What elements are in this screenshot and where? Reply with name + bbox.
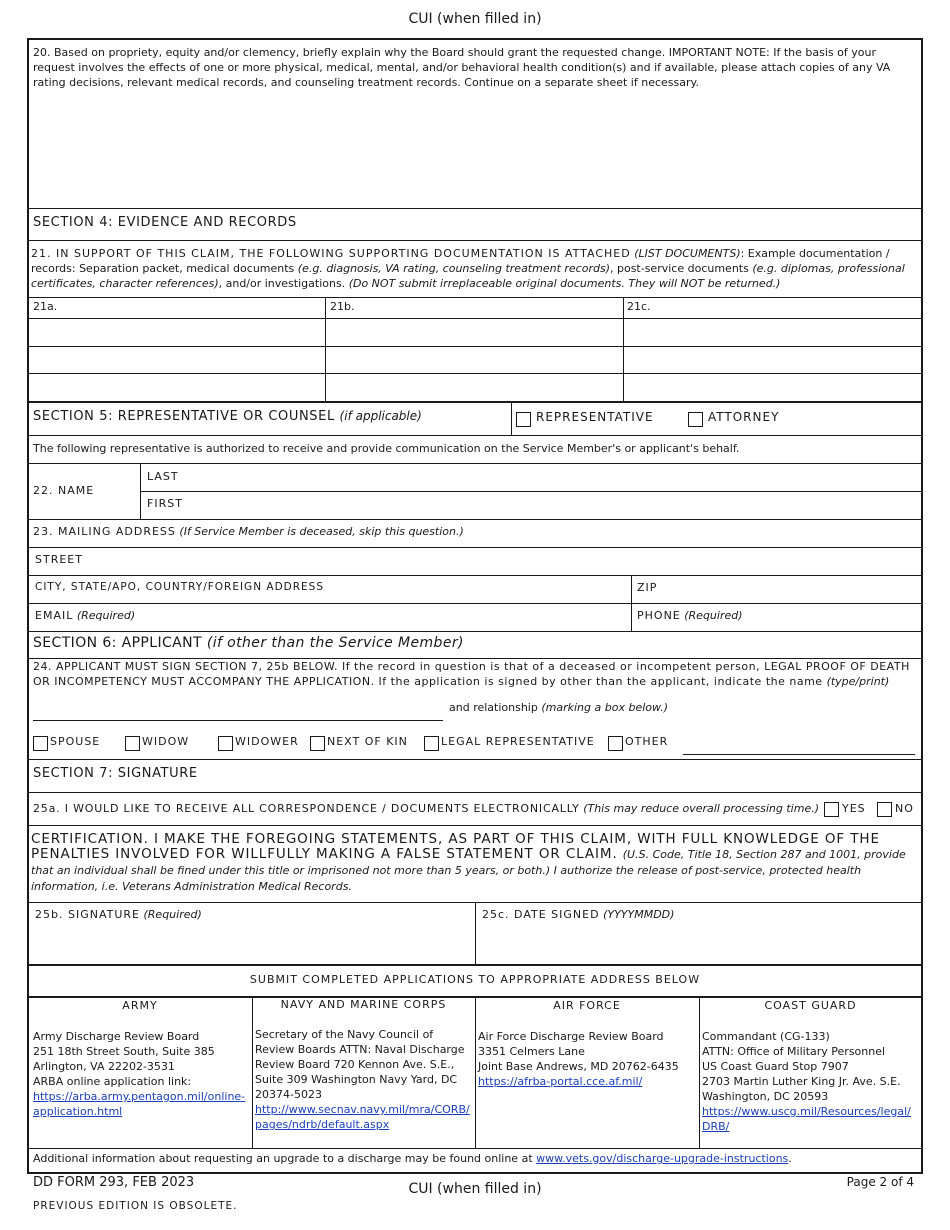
certification-italic: (U.S. Code, Title 18, Section 287 and 1001, provide that an individual shall be fined under this title or imprisoned not more than 5 years, or both.) I authorize the release of post-service, protected health information, i.e. Veterans Administration Medical Records.	[31, 848, 906, 893]
section-6-title	[33, 635, 464, 651]
airforce-link-1: https://afrba-portal.cce.af.mil/	[478, 1075, 643, 1088]
widower-checkbox[interactable]	[218, 736, 233, 751]
coastguard-link-1: https://www.uscg.mil/Resources/legal/	[702, 1105, 911, 1118]
coastguard-line-3: US Coast Guard Stop 7907	[702, 1060, 849, 1073]
cui-header: CUI (when filled in)	[408, 11, 542, 27]
doc-21b-field-1[interactable]	[327, 319, 622, 345]
army-line-3: Arlington, VA 22202-3531	[33, 1060, 175, 1073]
section-5-title	[33, 409, 422, 424]
city-label: CITY, STATE/APO, COUNTRY/FOREIGN ADDRESS	[35, 581, 325, 593]
navy-link[interactable]	[255, 1103, 470, 1131]
email-label-note: (Required)	[76, 609, 136, 622]
electronic-yes-label: YES	[842, 802, 866, 815]
representative-label: REPRESENTATIVE	[536, 410, 654, 424]
navy-link-1: http://www.secnav.navy.mil/mra/CORB/	[255, 1103, 470, 1116]
item-20-textarea[interactable]	[30, 92, 920, 206]
discharge-upgrade-link[interactable]: www.vets.gov/discharge-upgrade-instructions	[536, 1152, 789, 1165]
zip-label: ZIP	[637, 581, 658, 594]
email-label-text: EMAIL	[35, 609, 74, 622]
relationship-text: and relationship	[449, 701, 538, 714]
army-link-1: https://arba.army.pentagon.mil/online-	[33, 1090, 246, 1103]
legal-representative-label: LEGAL REPRESENTATIVE	[441, 735, 595, 748]
widow-label: WIDOW	[142, 735, 190, 748]
item-21-warn: (Do NOT submit irreplaceable original documents. They will NOT be returned.)	[348, 277, 781, 290]
next-of-kin-label: NEXT OF KIN	[327, 735, 408, 748]
navy-line-5: 20374-5023	[255, 1088, 322, 1101]
certification-caps: CERTIFICATION. I MAKE THE FOREGOING STATEMENTS, AS PART OF THIS CLAIM, WITH FULL KNOWLEDGE OF THE PENALTIES INVOLVED FOR WILLFULLY MAKING A FALSE STATEMENT OR CLAIM.	[31, 831, 880, 862]
item-20-text: 20. Based on propriety, equity and/or clemency, briefly explain why the Board should grant the requested change. IMPORTANT NOTE: If the basis of your request involves the effects of one or more physical, medical, mental, and/or behavioral health condition(s) and if available, please attach copies of any VA rating decisions, relevant medical records, and counseling treatment records. Continue on a separate sheet if necessary.	[33, 46, 891, 89]
airforce-line-3: Joint Base Andrews, MD 20762-6435	[478, 1060, 679, 1073]
applicant-name-line[interactable]	[33, 720, 443, 721]
spouse-checkbox[interactable]	[33, 736, 48, 751]
doc-21c-field-2[interactable]	[625, 347, 920, 372]
relationship-note: (marking a box below.)	[541, 701, 669, 714]
legal-representative-checkbox[interactable]	[424, 736, 439, 751]
army-link-2: application.html	[33, 1105, 123, 1118]
section-4-title: SECTION 4: EVIDENCE AND RECORDS	[33, 215, 297, 230]
signature-label-text: 25b. SIGNATURE	[35, 908, 140, 921]
signature-label-note: (Required)	[143, 908, 202, 921]
page-number: Page 2 of 4	[846, 1175, 914, 1189]
navy-line-3: Review Board 720 Kennon Ave. S.E.,	[255, 1058, 455, 1071]
coastguard-header: COAST GUARD	[764, 999, 857, 1012]
attorney-checkbox[interactable]	[688, 412, 703, 427]
certification-text	[31, 831, 919, 894]
last-name-label: LAST	[147, 470, 179, 483]
form-number: DD FORM 293, FEB 2023	[33, 1175, 195, 1190]
spouse-label: SPOUSE	[50, 735, 101, 748]
phone-label	[637, 608, 743, 623]
item-24-text	[33, 659, 919, 689]
coastguard-line-5: Washington, DC 20593	[702, 1090, 829, 1103]
widow-checkbox[interactable]	[125, 736, 140, 751]
electronic-no-checkbox[interactable]	[877, 802, 892, 817]
section-6-title-text: SECTION 6: APPLICANT	[33, 635, 202, 651]
mailing-label-note: (If Service Member is deceased, skip this question.)	[179, 525, 464, 538]
item-22-name-label: 22. NAME	[33, 484, 95, 497]
additional-info	[33, 1151, 792, 1166]
electronic-yes-checkbox[interactable]	[824, 802, 839, 817]
relationship-label	[449, 700, 668, 715]
coastguard-link-2: DRB/	[702, 1120, 730, 1133]
previous-edition-obsolete: PREVIOUS EDITION IS OBSOLETE.	[33, 1200, 238, 1212]
widower-label: WIDOWER	[235, 735, 299, 748]
item-24-note: (type/print)	[826, 675, 890, 688]
additional-info-period: .	[788, 1152, 792, 1165]
additional-info-text: Additional information about requesting an upgrade to a discharge may be found online at	[33, 1152, 533, 1165]
navy-header: NAVY AND MARINE CORPS	[280, 998, 447, 1011]
item-21-eg1: (e.g. diagnosis, VA rating, counseling treatment records)	[297, 262, 610, 275]
coastguard-line-4: 2703 Martin Luther King Jr. Ave. S.E.	[702, 1075, 901, 1088]
other-checkbox[interactable]	[608, 736, 623, 751]
date-label-note: (YYYYMMDD)	[603, 908, 675, 921]
item-23-mailing-label	[33, 524, 464, 539]
other-specify-line[interactable]	[683, 754, 915, 755]
phone-label-note: (Required)	[684, 609, 743, 622]
navy-line-1: Secretary of the Navy Council of	[255, 1028, 434, 1041]
item-21-p3: , and/or investigations.	[218, 277, 346, 290]
coastguard-link[interactable]	[702, 1105, 911, 1133]
submit-title: SUBMIT COMPLETED APPLICATIONS TO APPROPRIATE ADDRESS BELOW	[249, 973, 701, 986]
email-field[interactable]	[140, 605, 628, 629]
item-25a-body: 25a. I WOULD LIKE TO RECEIVE ALL CORRESPONDENCE / DOCUMENTS ELECTRONICALLY	[33, 802, 580, 815]
col-21a-label: 21a.	[33, 300, 58, 313]
col-21c-label: 21c.	[627, 300, 651, 313]
representative-authorization-text: The following representative is authorized to receive and provide communication on the Service Member's or applicant's behalf.	[33, 442, 740, 455]
section-6-title-note: (if other than the Service Member)	[206, 635, 464, 651]
next-of-kin-checkbox[interactable]	[310, 736, 325, 751]
doc-21c-field-1[interactable]	[625, 319, 920, 345]
section-5-title-text: SECTION 5: REPRESENTATIVE OR COUNSEL	[33, 409, 335, 424]
doc-21b-field-3[interactable]	[327, 374, 622, 400]
doc-21c-field-3[interactable]	[625, 374, 920, 400]
last-name-field[interactable]	[200, 465, 918, 489]
army-line-4: ARBA online application link:	[33, 1075, 192, 1088]
section-7-title: SECTION 7: SIGNATURE	[33, 766, 198, 781]
army-link[interactable]	[33, 1090, 245, 1118]
army-line-1: Army Discharge Review Board	[33, 1030, 200, 1043]
doc-21a-field-1[interactable]	[30, 319, 324, 345]
item-25a-text	[33, 801, 819, 816]
street-field[interactable]	[95, 549, 918, 573]
other-label: OTHER	[625, 735, 669, 748]
coastguard-line-1: Commandant (CG-133)	[702, 1030, 830, 1043]
item-21-list: (LIST DOCUMENTS)	[634, 247, 741, 260]
doc-21b-field-2[interactable]	[327, 347, 622, 372]
item-21-text	[31, 246, 919, 291]
first-name-label: FIRST	[147, 497, 183, 510]
navy-link-2: pages/ndrb/default.aspx	[255, 1118, 390, 1131]
section-5-title-note: (if applicable)	[339, 409, 422, 423]
navy-line-4: Suite 309 Washington Navy Yard, DC	[255, 1073, 458, 1086]
phone-label-text: PHONE	[637, 609, 681, 622]
item-21-p1: : Example documentation / records: Separation packet, medical documents	[31, 247, 890, 275]
airforce-line-1: Air Force Discharge Review Board	[478, 1030, 664, 1043]
army-line-2: 251 18th Street South, Suite 385	[33, 1045, 215, 1058]
army-address	[33, 1029, 245, 1119]
representative-checkbox[interactable]	[516, 412, 531, 427]
item-25b-signature-label	[35, 907, 202, 922]
cui-footer: CUI (when filled in)	[408, 1181, 542, 1197]
first-name-field[interactable]	[200, 493, 918, 517]
date-signed-field[interactable]	[478, 925, 920, 962]
street-label: STREET	[35, 553, 83, 566]
navy-line-2: Review Boards ATTN: Naval Discharge	[255, 1043, 465, 1056]
airforce-line-2: 3351 Celmers Lane	[478, 1045, 585, 1058]
coastguard-address	[702, 1029, 911, 1134]
army-header: ARMY	[122, 999, 158, 1012]
mailing-label-text: 23. MAILING ADDRESS	[33, 525, 176, 538]
item-25c-date-label	[482, 907, 674, 922]
item-25a-note: (This may reduce overall processing time.)	[583, 802, 820, 815]
electronic-no-label: NO	[895, 802, 914, 815]
col-21b-label: 21b.	[330, 300, 355, 313]
item-24-body: 24. APPLICANT MUST SIGN SECTION 7, 25b BELOW. If the record in question is that of a deceased or incompetent person, LEGAL PROOF OF DEATH OR INCOMPETENCY MUST ACCOMPANY THE APPLICATION. If the application is signed by other than the applicant, indicate the name	[33, 660, 910, 688]
item-21-lead: 21. IN SUPPORT OF THIS CLAIM, THE FOLLOWING SUPPORTING DOCUMENTATION IS ATTACHED	[31, 247, 631, 260]
date-label-text: 25c. DATE SIGNED	[482, 908, 600, 921]
doc-21a-field-2[interactable]	[30, 347, 324, 372]
signature-field[interactable]	[30, 925, 473, 962]
navy-address	[255, 1027, 470, 1132]
email-label	[35, 608, 135, 623]
item-21-p2: , post-service documents	[609, 262, 749, 275]
airforce-header: AIR FORCE	[553, 999, 621, 1012]
item-21-eg2: (e.g. diplomas, professional certificates, character references)	[31, 262, 905, 290]
doc-21a-field-3[interactable]	[30, 374, 324, 400]
attorney-label: ATTORNEY	[708, 410, 780, 424]
coastguard-line-2: ATTN: Office of Military Personnel	[702, 1045, 886, 1058]
airforce-address	[478, 1029, 679, 1089]
airforce-link[interactable]	[478, 1075, 642, 1088]
